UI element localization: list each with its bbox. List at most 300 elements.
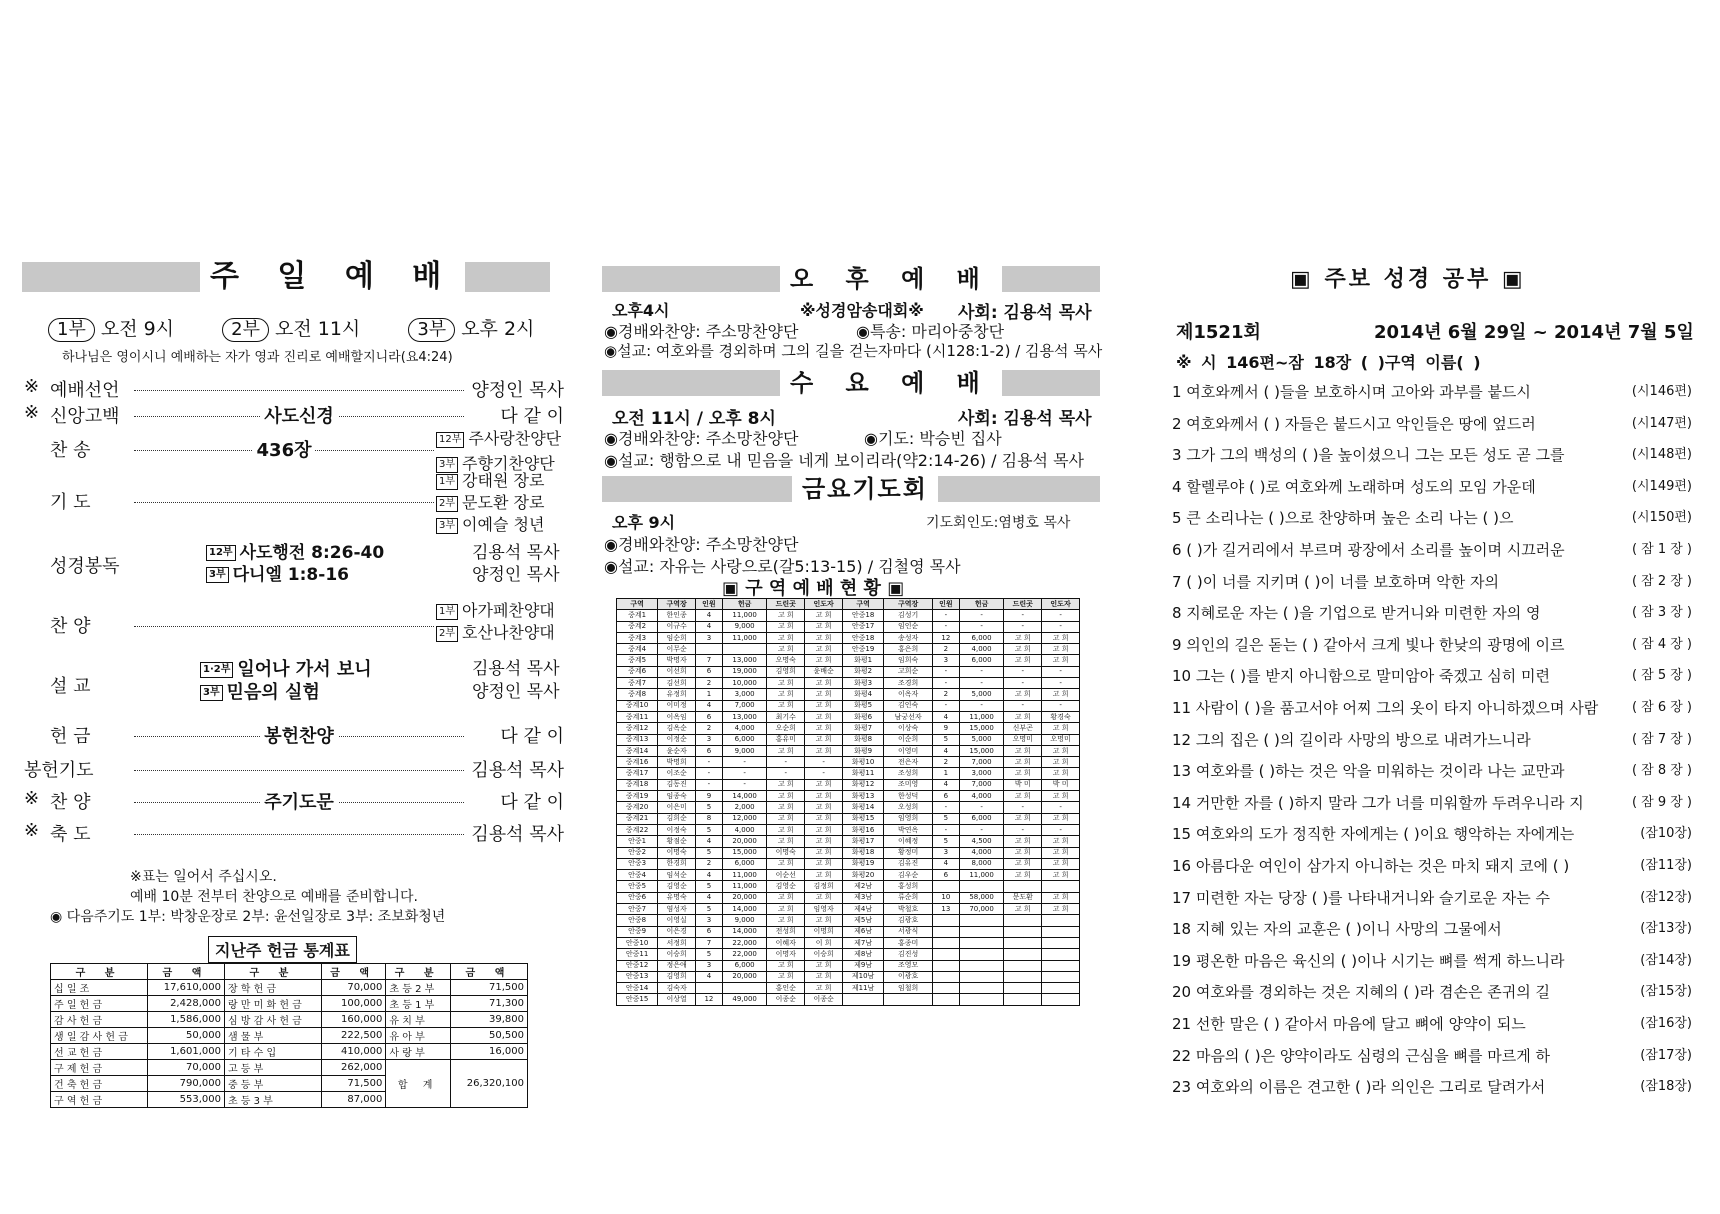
order-label: 신앙고백 [50,406,120,427]
district-header-cell: 헌금 [722,599,767,610]
district-cell [932,915,959,926]
district-cell: 고 희 [1042,757,1080,768]
cell: 구 역 헌 금 [51,1092,148,1108]
district-cell: 3 [696,632,723,643]
district-cell: 이선희 [658,666,696,677]
prayer-name: 문도환 장로 [462,493,545,512]
district-header-cell: 인원 [932,599,959,610]
cell: 2,428,000 [147,996,224,1012]
session-time: 오후 2시 [461,318,535,340]
district-cell: 화평9 [842,745,883,756]
district-cell: 13 [932,904,959,915]
district-cell: 4 [696,700,723,711]
district-cell: - [932,802,959,813]
district-cell: 이미정 [658,700,696,711]
question-text: 16 아름다운 여인이 삼가지 아니하는 것은 마치 돼지 코에 ( ) [1172,857,1570,875]
district-cell: 중계3 [617,632,658,643]
district-cell: 이종순 [767,994,805,1005]
district-cell: 전은자 [884,757,933,768]
district-cell: 황점순 [658,836,696,847]
district-cell: 9,000 [722,621,767,632]
district-cell: 이은경 [658,926,696,937]
part-badge: 3부 [200,685,223,701]
district-cell: 임인순 [884,621,933,632]
order-leader: 김용석 목사 [471,760,564,781]
district-cell [722,983,767,994]
district-row [617,610,1080,621]
district-header-cell: 인도자 [805,599,843,610]
district-cell: 중계12 [617,723,658,734]
district-cell: - [932,610,959,621]
district-cell: 4 [696,870,723,881]
header-cell: 구 분 [386,964,451,980]
cell: 262,000 [321,1060,386,1076]
question-text: 7 ( )이 너를 지키며 ( )이 너를 보호하며 악한 자의 [1172,572,1499,591]
district-cell: 이상열 [658,994,696,1005]
cell: 790,000 [147,1076,224,1092]
district-cell: 고 희 [805,802,843,813]
district-cell: 고 희 [767,915,805,926]
district-cell [1004,915,1042,926]
district-cell: 고 희 [1004,836,1042,847]
district-cell: 11,000 [722,610,767,621]
district-cell: 4 [696,971,723,982]
district-cell: - [1004,802,1042,813]
order-content: 주기도문 [260,792,338,813]
district-cell: 5 [696,802,723,813]
district-cell: 김광호 [884,915,933,926]
order-leader: 다 같 이 [500,792,564,813]
session-badge: 2부 [222,318,269,342]
district-cell: 4,000 [722,723,767,734]
order-label: 봉헌기도 [24,760,94,781]
question-ref: ( 잠 5 장 ) [1631,668,1692,684]
district-row [617,745,1080,756]
district-cell: 중계11 [617,711,658,722]
district-cell: - [696,779,723,790]
district-cell: 5 [696,847,723,858]
district-cell: 제5남 [842,915,883,926]
question-line [1172,759,1692,783]
question-text: 12 그의 집은 ( )의 길이라 사망의 방으로 내려가느니라 [1172,730,1531,749]
question-ref: ( 잠 8 장 ) [1631,763,1692,779]
district-cell: 고 희 [805,779,843,790]
district-cell: 제9남 [842,960,883,971]
district-cell: 고 희 [767,621,805,632]
order-leader: 김용석 목사 [471,824,564,845]
district-cell: 6,000 [959,813,1004,824]
district-cell: 고 희 [805,689,843,700]
cell: 553,000 [147,1092,224,1108]
praise-choirs [436,600,555,644]
district-cell: 10 [932,892,959,903]
leader-dots [134,390,464,391]
district-cell: 7,000 [959,757,1004,768]
question-ref: ( 잠 7 장 ) [1631,731,1692,747]
district-cell: - [1042,666,1080,677]
question-line [1172,886,1692,910]
district-cell [1004,994,1042,1005]
district-cell: 고 희 [805,892,843,903]
district-cell [1042,949,1080,960]
district-row [617,757,1080,768]
district-cell: 8,000 [959,858,1004,869]
district-cell: 12,000 [722,813,767,824]
district-row [617,734,1080,745]
wednesday-time: 오전 11시 / 오후 8시 [612,409,776,429]
district-cell: 화평12 [842,779,883,790]
district-row [617,870,1080,881]
district-cell [1042,926,1080,937]
district-cell: 7,000 [959,779,1004,790]
afternoon-special: ◉특송: 마리아중창단 [856,322,1005,341]
district-cell: - [805,757,843,768]
district-cell: 5 [696,824,723,835]
district-cell: 고 희 [805,915,843,926]
choir-name: 주사랑찬양단 [468,429,562,448]
district-cell: 11,000 [722,870,767,881]
question-ref: (시148편) [1631,447,1692,463]
district-row [617,644,1080,655]
wednesday-host: 사회: 김용석 목사 [958,409,1092,429]
question-text: 19 평온한 마음은 육신의 ( )이나 시기는 뼈를 썩게 하느니라 [1172,951,1565,970]
district-cell: 고 희 [805,644,843,655]
district-cell: 3 [696,915,723,926]
district-row [617,632,1080,643]
district-cell: 오명숙 [767,655,805,666]
district-row [617,847,1080,858]
cell: 87,000 [321,1092,386,1108]
district-cell: 안중17 [842,621,883,632]
district-cell: 홍유미 [767,734,805,745]
order-label: 찬 양 [50,616,91,637]
district-cell: 이은미 [658,802,696,813]
cell: 50,500 [450,1028,527,1044]
district-row [617,768,1080,779]
district-cell: 4,500 [959,836,1004,847]
district-cell: 고 희 [1042,847,1080,858]
cell: 사 랑 부 [386,1044,451,1060]
district-cell: 류순희 [884,892,933,903]
district-cell: 안중18 [842,632,883,643]
district-cell: 송성자 [884,632,933,643]
question-text: 23 여호와의 이름은 견고한 ( )라 의인은 그리로 달려가서 [1172,1078,1546,1097]
district-cell [1004,949,1042,960]
district-cell: 중계6 [617,666,658,677]
district-cell: 김유진 [884,858,933,869]
district-cell: 고희순 [884,666,933,677]
district-cell: - [932,678,959,689]
district-cell: 4 [696,621,723,632]
question-ref: (잠11장) [1640,858,1692,873]
district-cell: 이순희 [884,734,933,745]
order-label: 헌 금 [50,726,91,747]
district-cell: 14,000 [722,791,767,802]
district-cell [959,983,1004,994]
district-cell: 안중1 [617,836,658,847]
bible-range: ※ 시 146편~잠 18장 ( )구역 이름( ) [1176,353,1481,372]
district-cell: 서광식 [884,926,933,937]
district-cell: 고 희 [805,791,843,802]
district-cell: 고 희 [1042,768,1080,779]
district-cell: 김동진 [658,779,696,790]
question-text: 3 그가 그의 백성의 ( )을 높이셨으니 그는 모든 성도 곧 그를 [1172,446,1565,465]
question-text: 1 여호와께서 ( )들을 보호하시며 고아와 과부를 붙드시 [1172,383,1531,401]
district-cell [959,937,1004,948]
district-cell: 조성희 [884,768,933,779]
district-cell [959,915,1004,926]
question-line [1172,538,1692,562]
choir-name: 주향기찬양단 [462,454,555,473]
district-cell: - [959,824,1004,835]
sunday-title: 주 일 예 배 [200,262,465,292]
district-cell [932,881,959,892]
district-cell: 고 희 [1004,644,1042,655]
question-text: 2 여호와께서 ( ) 자들은 붙드시고 악인들은 땅에 엎드러 [1172,414,1536,433]
cell: 초 등 2 부 [386,980,451,996]
district-cell: 고 희 [805,655,843,666]
question-ref: (잠10장) [1640,826,1692,842]
question-text: 10 그는 ( )를 받지 아니함으로 말미암아 죽겠고 심히 미련 [1172,667,1550,686]
order-leader: 다 같 이 [500,726,564,747]
district-row [617,711,1080,722]
prayer-name: 강태원 장로 [462,471,545,490]
district-cell [932,971,959,982]
header-cell: 금 액 [321,964,386,980]
district-cell [1042,915,1080,926]
district-cell: 이명숙 [767,847,805,858]
cell: 50,000 [147,1028,224,1044]
district-cell: 고 희 [1042,644,1080,655]
district-cell: 고 희 [805,960,843,971]
district-cell: 고 희 [767,678,805,689]
district-cell: 제11남 [842,983,883,994]
question-text: 18 지혜 있는 자의 교훈은 ( )이니 사망의 그물에서 [1172,920,1502,939]
district-row [617,881,1080,892]
district-cell: 11,000 [959,711,1004,722]
district-cell: - [959,621,1004,632]
district-header-cell: 구역 [842,599,883,610]
district-cell: 임희숙 [884,655,933,666]
district-cell: - [722,757,767,768]
district-row [617,926,1080,937]
district-cell: 김영희 [767,666,805,677]
district-cell: 고 희 [805,836,843,847]
note: ※표는 일어서 주십시오. [130,869,277,885]
session-badge: 1부 [48,318,95,342]
district-cell: 고 희 [1042,723,1080,734]
question-line [1172,506,1692,530]
district-cell: 중계20 [617,802,658,813]
question-line [1172,633,1692,657]
choir-name: 호산나찬양대 [462,623,555,642]
question-text: 6 ( )가 길거리에서 부르며 광장에서 소리를 높이며 시끄러운 [1172,541,1565,559]
district-cell: - [696,768,723,779]
district-cell: 6 [696,926,723,937]
order-label: 설 교 [50,676,91,697]
district-cell: 고 희 [767,813,805,824]
district-cell: 7,000 [722,700,767,711]
question-ref: (잠17장) [1640,1047,1692,1063]
district-cell: 화평17 [842,836,883,847]
question-line [1172,728,1692,752]
friday-sermon: ◉설교: 자유는 사랑으로(갈5:13-15) / 김철영 목사 [604,557,961,576]
district-cell: 4 [932,711,959,722]
district-cell: 고 희 [1004,870,1042,881]
district-row [617,779,1080,790]
district-cell [932,983,959,994]
leader-dots [134,770,464,771]
order-mark: ※ [24,820,40,841]
district-cell: 조경희 [884,678,933,689]
question-line [1172,791,1692,815]
order-row [24,820,564,848]
cell: 70,000 [147,1060,224,1076]
cell: 초 등 3 부 [224,1092,321,1108]
district-cell: 고 희 [767,632,805,643]
leader-dots [134,626,434,627]
question-ref: (잠12장) [1640,889,1692,905]
district-cell: 화평13 [842,791,883,802]
cell: 심 방 감 사 헌 금 [224,1012,321,1028]
district-cell: 6 [696,711,723,722]
district-cell: 고 희 [805,847,843,858]
district-cell [696,644,723,655]
district-cell: 박명자 [658,655,696,666]
cell: 유 치 부 [386,1012,451,1028]
district-cell: 오성희 [884,802,933,813]
district-cell: 안중9 [617,926,658,937]
district-cell: 안중6 [617,892,658,903]
district-cell: 고 희 [1004,655,1042,666]
district-cell [722,644,767,655]
question-line [1172,570,1692,594]
offering-row [51,1028,528,1044]
part-badge: 12부 [206,545,236,561]
district-cell: - [722,768,767,779]
district-cell: 이승희 [805,949,843,960]
district-cell: - [1042,621,1080,632]
district-cell: 고 희 [767,904,805,915]
district-cell: 6,000 [959,632,1004,643]
district-cell: 5 [932,813,959,824]
district-cell: 11,000 [722,881,767,892]
district-title: ▣ 구 역 예 배 현 황 ▣ [722,578,905,599]
order-label: 성경봉독 [50,556,120,577]
district-cell: 고 희 [1004,813,1042,824]
district-header-cell: 인원 [696,599,723,610]
district-cell: 김선희 [658,678,696,689]
district-cell: 중계2 [617,621,658,632]
part-badge: 3부 [436,518,458,534]
district-cell: 3 [932,655,959,666]
district-cell: 이혜정 [884,836,933,847]
district-cell: 2,000 [722,802,767,813]
district-cell: - [1004,824,1042,835]
district-cell: 정은애 [658,960,696,971]
district-cell: 3 [696,734,723,745]
district-cell: 9 [696,791,723,802]
district-cell: 6,000 [722,734,767,745]
cell: 17,610,000 [147,980,224,996]
district-cell: 고 희 [1004,745,1042,756]
district-cell: - [767,757,805,768]
district-header-cell: 드린곳 [767,599,805,610]
question-line [1172,980,1692,1004]
district-cell: 김정희 [805,881,843,892]
district-cell: 7 [696,937,723,948]
district-cell: - [932,666,959,677]
district-cell: 홍은희 [884,644,933,655]
district-cell: 중계13 [617,734,658,745]
cell: 기 타 수 입 [224,1044,321,1060]
district-cell: 14,000 [722,926,767,937]
district-cell: 고 희 [805,678,843,689]
order-label: 찬 송 [50,440,91,461]
district-cell [932,994,959,1005]
question-ref: (잠13장) [1640,921,1692,937]
district-cell [696,983,723,994]
district-cell: 고 희 [1042,904,1080,915]
district-cell: 1 [932,768,959,779]
district-cell: 4,000 [959,791,1004,802]
question-ref: ( 잠 1 장 ) [1631,542,1692,557]
district-cell: 고 희 [805,983,843,994]
district-cell: 제6남 [842,926,883,937]
district-cell: 안중19 [842,644,883,655]
prayer-name: 이예슬 청년 [462,515,545,534]
question-line [1172,443,1692,467]
cell: 100,000 [321,996,386,1012]
question-line [1172,1075,1692,1099]
district-cell: 고 희 [1042,836,1080,847]
cell: 71,500 [450,980,527,996]
question-ref: (시147편) [1631,415,1692,431]
district-cell: 6 [696,745,723,756]
district-cell: 박연옥 [884,824,933,835]
district-cell [1004,937,1042,948]
part-badge: 2부 [436,626,458,642]
district-cell: 5 [932,836,959,847]
district-cell: 유정희 [658,689,696,700]
question-ref: ( 잠 4 장 ) [1631,636,1692,652]
part-badge: 12부 [436,432,464,448]
header-cell: 금 액 [147,964,224,980]
district-cell: 2 [932,689,959,700]
district-cell: 화평4 [842,689,883,700]
scripture-ref: 다니엘 1:8-16 [232,565,349,585]
district-row [617,949,1080,960]
district-cell: 4 [932,745,959,756]
district-cell: 이정숙 [658,824,696,835]
district-cell: 안중13 [617,971,658,982]
offering-title: 지난주 헌금 통계표 [208,936,357,963]
district-cell: 고 희 [805,971,843,982]
district-row [617,960,1080,971]
district-row [617,904,1080,915]
cell: 선 교 헌 금 [51,1044,148,1060]
afternoon-time: 오후4시 [612,301,670,320]
question-line [1172,1044,1692,1068]
district-cell: 70,000 [959,904,1004,915]
district-cell: - [959,610,1004,621]
district-cell: 고 희 [805,610,843,621]
cell: 410,000 [321,1044,386,1060]
district-cell: 화평11 [842,768,883,779]
district-row [617,689,1080,700]
sunday-sessions [48,314,534,342]
district-cell: 58,000 [959,892,1004,903]
